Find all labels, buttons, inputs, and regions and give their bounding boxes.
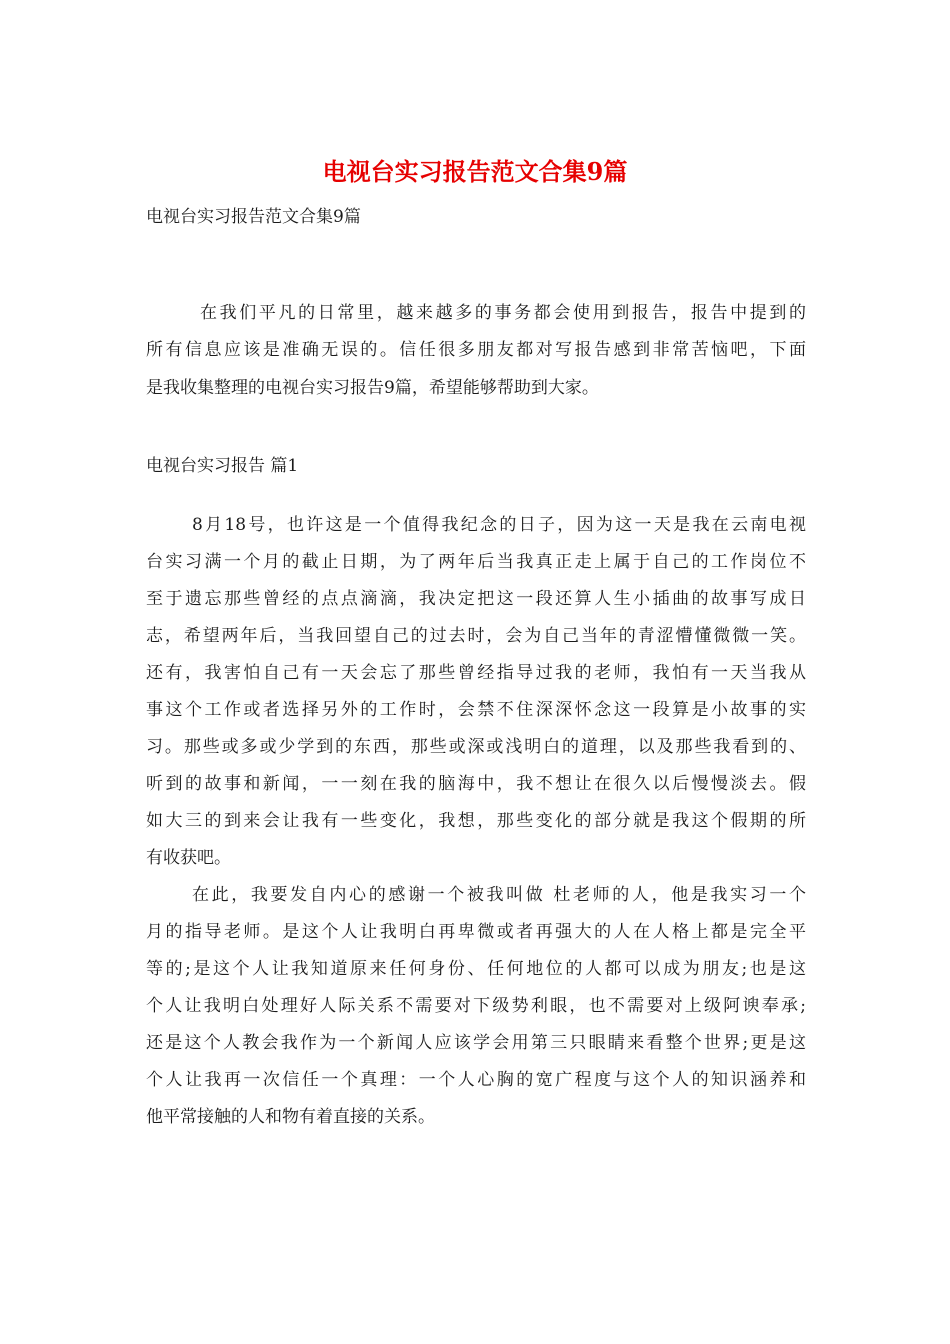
body-line: 至于遗忘那些曾经的点点滴滴，我决定把这一段还算人生小插曲的故事写成日 <box>146 589 806 609</box>
body-line: 个人让我再一次信任一个真理：一个人心胸的宽广程度与这个人的知识涵养和 <box>146 1070 806 1090</box>
body-line: 在此，我要发自内心的感谢一个被我叫做 杜老师的人，他是我实习一个 <box>192 885 806 905</box>
document-title: 电视台实习报告范文合集9篇 <box>322 157 628 186</box>
document-subtitle: 电视台实习报告范文合集9篇 <box>146 207 361 227</box>
body-line: 个人让我明白处理好人际关系不需要对下级势利眼，也不需要对上级阿谀奉承; <box>146 996 806 1016</box>
body-line: 志，希望两年后，当我回望自己的过去时，会为自己当年的青涩懵懂微微一笑。 <box>146 626 806 646</box>
body-line: 他平常接触的人和物有着直接的关系。 <box>146 1107 435 1127</box>
intro-line: 在我们平凡的日常里，越来越多的事务都会使用到报告，报告中提到的 <box>200 303 806 323</box>
body-line: 还有，我害怕自己有一天会忘了那些曾经指导过我的老师，我怕有一天当我从 <box>146 663 806 683</box>
body-line: 有收获吧。 <box>146 848 231 868</box>
body-line: 事这个工作或者选择另外的工作时，会禁不住深深怀念这一段算是小故事的实 <box>146 700 806 720</box>
intro-line: 是我收集整理的电视台实习报告9篇，希望能够帮助到大家。 <box>146 378 599 398</box>
body-line: 等的;是这个人让我知道原来任何身份、任何地位的人都可以成为朋友;也是这 <box>146 959 806 979</box>
body-line: 如大三的到来会让我有一些变化，我想，那些变化的部分就是我这个假期的所 <box>146 811 806 831</box>
intro-line: 所有信息应该是准确无误的。信任很多朋友都对写报告感到非常苦恼吧，下面 <box>146 340 806 360</box>
body-line: 台实习满一个月的截止日期，为了两年后当我真正走上属于自己的工作岗位不 <box>146 552 806 572</box>
body-line: 习。那些或多或少学到的东西，那些或深或浅明白的道理，以及那些我看到的、 <box>146 737 806 757</box>
section-heading: 电视台实习报告 篇1 <box>146 456 299 476</box>
body-line: 8月18号，也许这是一个值得我纪念的日子，因为这一天是我在云南电视 <box>192 515 806 535</box>
body-line: 听到的故事和新闻，一一刻在我的脑海中，我不想让在很久以后慢慢淡去。假 <box>146 774 806 794</box>
body-line: 还是这个人教会我作为一个新闻人应该学会用第三只眼睛来看整个世界;更是这 <box>146 1033 806 1053</box>
body-line: 月的指导老师。是这个人让我明白再卑微或者再强大的人在人格上都是完全平 <box>146 922 806 942</box>
